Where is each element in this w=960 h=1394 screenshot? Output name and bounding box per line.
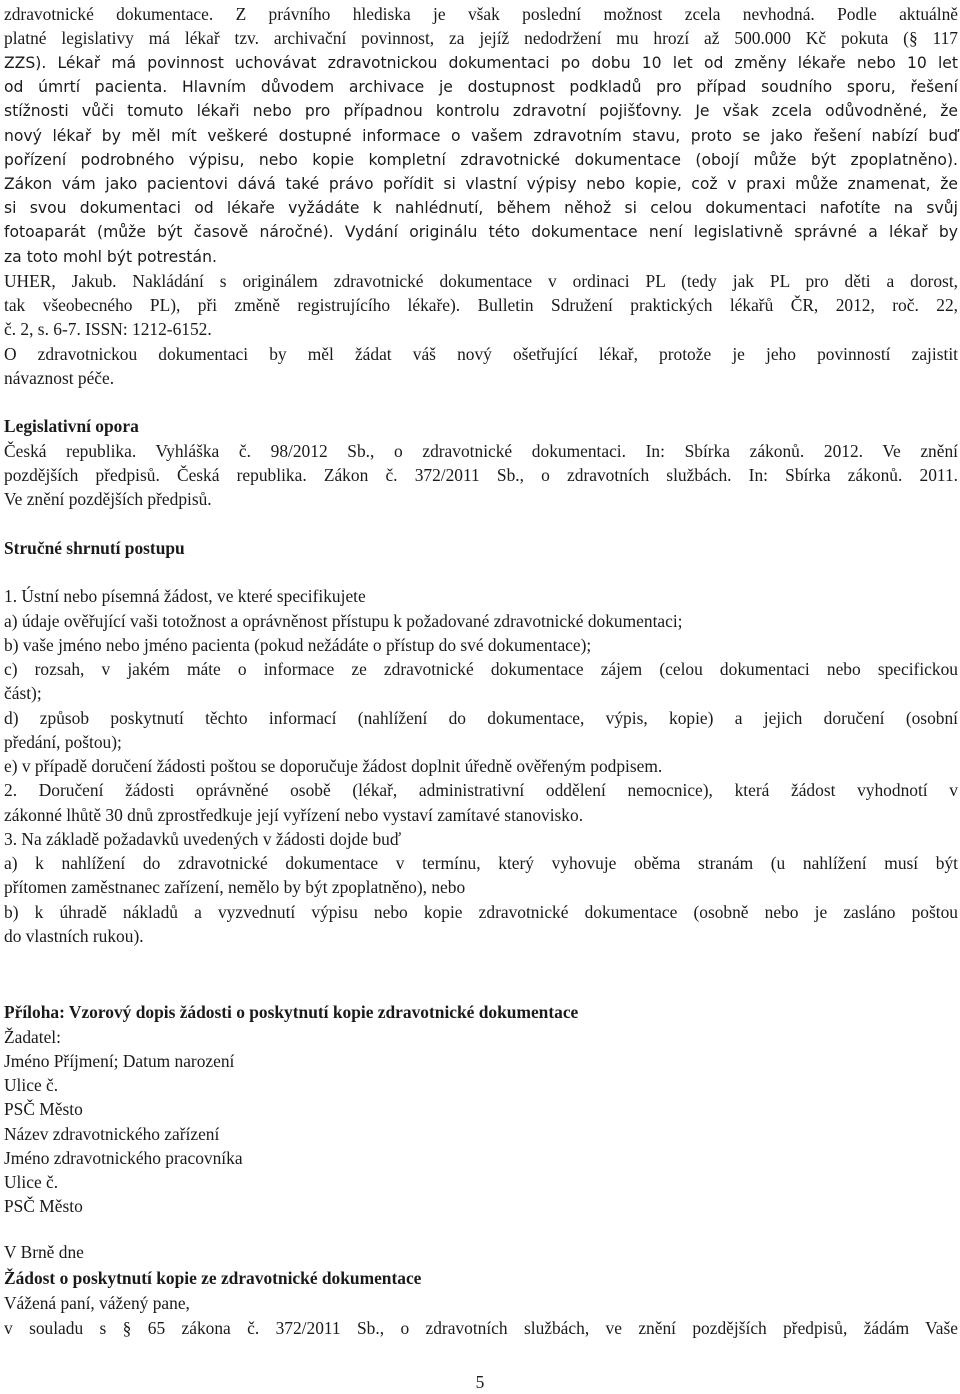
list-item: c) rozsah, v jakém máte o informace ze zdravotnické dokumentace zájem (celou dokumentaci nebo specifickou (4, 659, 958, 679)
list-item: a) údaje ověřující vaši totožnost a oprávněnost přístupu k požadované zdravotnické dokumentaci; (4, 611, 683, 631)
letter-line: Název zdravotnického zařízení (4, 1124, 220, 1144)
letter-line: PSČ Město (4, 1196, 83, 1216)
letter-line: Ulice č. (4, 1172, 59, 1192)
list-item: b) vaše jméno nebo jméno pacienta (pokud nežádáte o přístup do své dokumentace); (4, 635, 592, 655)
text-line: Zákon vám jako pacientovi dává také právo pořídit si vlastní výpisy nebo kopie, což v praxi může znamenat, že (4, 175, 958, 193)
text-line: pořízení podrobného výpisu, nebo kopie kompletní zdravotnické dokumentace (obojí může být zpoplatněno). (4, 151, 958, 169)
letter-line: Jméno Příjmení; Datum narození (4, 1051, 235, 1071)
list-item: zákonné lhůtě 30 dnů zprostředkuje její vyřízení nebo vystaví zamítavé stanovisko. (4, 805, 584, 825)
citation-line: UHER, Jakub. Nakládání s originálem zdravotnické dokumentace v ordinaci PL (tedy jak PL pro děti a dorost, (4, 271, 958, 291)
list-item: přítomen zaměstnanec zařízení, nemělo by být zpoplatněno), nebo (4, 877, 466, 897)
text-line: fotoaparát (může být časově náročné). Vydání originálu této dokumentace není legislativně správné a lékař by (4, 223, 958, 241)
text-line: zdravotnické dokumentace. Z právního hlediska je však poslední možnost zcela nevhodná. Podle aktuálně (4, 4, 958, 24)
letter-line: Jméno zdravotnického pracovníka (4, 1148, 243, 1168)
text-line: si svou dokumentaci od lékaře vyžádáte k nahlédnutí, během něhož si celou dokumentaci nafotíte na svůj (4, 199, 958, 217)
letter-line: Vážená paní, vážený pane, (4, 1293, 190, 1313)
text-line: ZZS). Lékař má povinnost uchovávat zdravotnickou dokumentaci po dobu 10 let od změny lékaře nebo 10 let (4, 54, 958, 72)
appendix-heading: Příloha: Vzorový dopis žádosti o poskytnutí kopie zdravotnické dokumentace (4, 1002, 579, 1022)
letter-line: Žadatel: (4, 1027, 61, 1047)
letter-line: PSČ Město (4, 1099, 83, 1119)
text-line: Česká republika. Vyhláška č. 98/2012 Sb., o zdravotnické dokumentaci. In: Sbírka zákonů. 2012. Ve znění (4, 441, 958, 461)
list-item: e) v případě doručení žádosti poštou se doporučuje žádost doplnit úředně ověřeným podpisem. (4, 756, 663, 776)
text-line: nový lékař by měl mít veškeré dostupné informace o vašem zdravotním stavu, proto se jako řešení nabízí buď (4, 127, 958, 145)
list-item: předání, poštou); (4, 732, 122, 752)
text-line: stížnosti vůči tomuto lékaři nebo pro případnou kontrolu zdravotní pojišťovny. Je však zcela odůvodněné, že (4, 102, 958, 120)
text-line: platné legislativy má lékař tzv. archivační povinnost, za jejíž nedodržení mu hrozí až 500.000 Kč pokuta (§ 117 (4, 28, 958, 48)
list-item: b) k úhradě nákladů a vyzvednutí výpisu nebo kopie zdravotnické dokumentace (osobně nebo je zasláno poštou (4, 902, 958, 922)
text-line: Ve znění pozdějších předpisů. (4, 489, 212, 509)
section-heading-summary: Stručné shrnutí postupu (4, 538, 185, 558)
list-item: 2. Doručení žádosti oprávněné osobě (lékař, administrativní oddělení nemocnice), která žádost vyhodnotí v (4, 780, 958, 800)
section-heading-legislative: Legislativní opora (4, 416, 139, 436)
letter-line: v souladu s § 65 zákona č. 372/2011 Sb., o zdravotních službách, ve znění pozdějších předpisů, žádám Vaše (4, 1318, 958, 1338)
text-line: od úmrtí pacienta. Hlavním důvodem archivace je dostupnost podkladů pro případ soudního sporu, řešení (4, 78, 958, 96)
text-line: pozdějších předpisů. Česká republika. Zákon č. 372/2011 Sb., o zdravotních službách. In: Sbírka zákonů. 2011. (4, 465, 958, 485)
text-line: O zdravotnickou dokumentaci by měl žádat váš nový ošetřující lékař, protože je jeho povinností zajistit (4, 344, 958, 364)
list-item: část); (4, 683, 42, 703)
citation-line: č. 2, s. 6-7. ISSN: 1212-6152. (4, 319, 212, 339)
letter-line: Ulice č. (4, 1075, 59, 1095)
text-line: návaznost péče. (4, 368, 115, 388)
list-item: do vlastních rukou). (4, 926, 144, 946)
list-item: 1. Ústní nebo písemná žádost, ve které specifikujete (4, 586, 366, 606)
list-item: 3. Na základě požadavků uvedených v žádosti dojde buď (4, 829, 402, 849)
citation-line: tak všeobecného PL), při změně registrujícího lékaře). Bulletin Sdružení praktických lékařů ČR, 2012, roč. 22, (4, 295, 958, 315)
list-item: a) k nahlížení do zdravotnické dokumentace v termínu, který vyhovuje oběma stranám (u nahlížení musí být (4, 853, 958, 873)
letter-line: V Brně dne (4, 1242, 84, 1262)
text-line: za toto mohl být potrestán. (4, 248, 217, 266)
list-item: d) způsob poskytnutí těchto informací (nahlížení do dokumentace, výpis, kopie) a jejich doručení (osobní (4, 708, 958, 728)
page-number: 5 (475, 1372, 485, 1392)
letter-subject: Žádost o poskytnutí kopie ze zdravotnické dokumentace (4, 1268, 422, 1288)
